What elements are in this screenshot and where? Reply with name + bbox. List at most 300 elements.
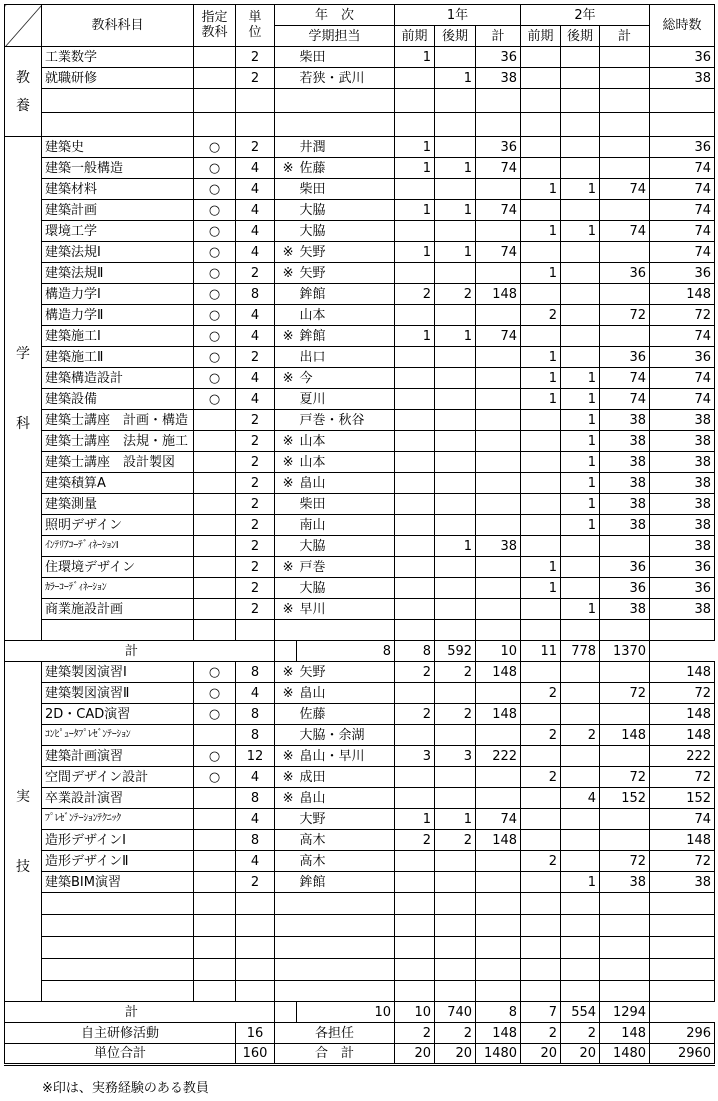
header-year1: 1年 <box>395 5 521 26</box>
y2-first <box>521 68 561 89</box>
teacher-cell: 高木 <box>297 830 395 851</box>
header-y1-second: 後期 <box>435 26 476 47</box>
y1-second <box>435 494 476 515</box>
blank-cell <box>476 981 521 1002</box>
y1-total: 74 <box>476 326 521 347</box>
designated-mark <box>194 473 236 494</box>
experience-mark: ※ <box>275 263 297 284</box>
y1-second <box>435 788 476 809</box>
y2-first: 1 <box>521 263 561 284</box>
y1-total <box>476 767 521 788</box>
blank-cell <box>42 959 194 981</box>
table-row <box>5 305 715 326</box>
y2-first <box>521 410 561 431</box>
y1-total: 74 <box>476 242 521 263</box>
units-cell: 4 <box>236 683 275 704</box>
y2-total: 36 <box>600 578 650 599</box>
units-cell: 2 <box>236 263 275 284</box>
y2-first: 1 <box>521 389 561 410</box>
y2-second: 1 <box>561 452 600 473</box>
designated-mark: ○ <box>194 389 236 410</box>
subject-cell: 照明デザイン <box>42 515 194 536</box>
designated-mark <box>194 809 236 830</box>
y2-second <box>561 347 600 368</box>
table-row <box>5 221 715 242</box>
grand-total-row <box>5 1044 715 1065</box>
blank-cell <box>435 915 476 937</box>
y1-first: 1 <box>395 809 435 830</box>
blank-cell <box>561 620 600 641</box>
subject-cell: 卒業設計演習 <box>42 788 194 809</box>
blank-cell <box>521 620 561 641</box>
y1-second: 1 <box>435 200 476 221</box>
designated-mark: ○ <box>194 158 236 179</box>
teacher-cell: 大脇 <box>297 200 395 221</box>
y1-second: 1 <box>435 326 476 347</box>
y1-second <box>435 221 476 242</box>
units-cell: 12 <box>236 746 275 767</box>
y1-second: 1 <box>435 158 476 179</box>
y1-second <box>435 410 476 431</box>
y2-total <box>600 746 650 767</box>
teacher-cell: 成田 <box>297 767 395 788</box>
y2-total <box>600 809 650 830</box>
y2-second <box>561 284 600 305</box>
designated-mark <box>194 599 236 620</box>
y1-first <box>395 410 435 431</box>
y1-total: 148 <box>476 704 521 725</box>
y1-first <box>395 536 435 557</box>
subtotal-y1a: 8 <box>297 641 395 662</box>
teacher-cell: 山本 <box>297 452 395 473</box>
subject-cell: 就職研修 <box>42 68 194 89</box>
teacher-cell: 若狭・武川 <box>297 68 395 89</box>
y2-second <box>561 305 600 326</box>
total-hours: 74 <box>650 200 715 221</box>
blank-cell <box>275 937 297 959</box>
y2-total: 72 <box>600 767 650 788</box>
experience-mark <box>275 851 297 872</box>
y2-first <box>521 47 561 68</box>
y2-total: 148 <box>600 725 650 746</box>
subtotal-row <box>5 641 715 662</box>
table-row <box>5 851 715 872</box>
y1-second <box>435 872 476 893</box>
y1-second <box>435 452 476 473</box>
y2-total <box>600 662 650 683</box>
self-study-row <box>5 1023 715 1044</box>
experience-mark <box>275 47 297 68</box>
table-row <box>5 263 715 284</box>
table-row <box>5 431 715 452</box>
teacher-cell: 大脇・余湖 <box>297 725 395 746</box>
header-y2-total: 計 <box>600 26 650 47</box>
teacher-cell: 井潤 <box>297 137 395 158</box>
units-cell: 4 <box>236 221 275 242</box>
y1-first: 2 <box>395 284 435 305</box>
teacher-cell: 南山 <box>297 515 395 536</box>
designated-mark <box>194 410 236 431</box>
y1-second <box>435 179 476 200</box>
units-cell: 2 <box>236 515 275 536</box>
teacher-cell: 高木 <box>297 851 395 872</box>
blank-cell <box>395 981 435 1002</box>
y1-second: 1 <box>435 809 476 830</box>
blank-row <box>5 89 715 113</box>
units-cell: 8 <box>236 830 275 851</box>
units-cell: 2 <box>236 578 275 599</box>
y1-first <box>395 179 435 200</box>
y2-first <box>521 431 561 452</box>
y2-second: 1 <box>561 431 600 452</box>
units-cell: 4 <box>236 809 275 830</box>
blank-cell <box>275 113 297 137</box>
y1-first <box>395 431 435 452</box>
designated-mark <box>194 830 236 851</box>
subject-cell: 構造力学Ⅰ <box>42 284 194 305</box>
y2-second: 1 <box>561 599 600 620</box>
y1-total <box>476 872 521 893</box>
y2-first: 2 <box>521 767 561 788</box>
units-cell: 2 <box>236 599 275 620</box>
table-row <box>5 389 715 410</box>
self-study-y2t: 148 <box>600 1023 650 1044</box>
total-hours: 38 <box>650 452 715 473</box>
y2-first <box>521 788 561 809</box>
y1-second <box>435 725 476 746</box>
designated-mark: ○ <box>194 221 236 242</box>
category-gakka <box>5 137 42 641</box>
blank-cell <box>521 113 561 137</box>
blank-cell <box>476 959 521 981</box>
y2-first: 1 <box>521 347 561 368</box>
y2-total <box>600 326 650 347</box>
designated-mark: ○ <box>194 263 236 284</box>
y2-first <box>521 536 561 557</box>
y2-second <box>561 662 600 683</box>
y1-total <box>476 452 521 473</box>
y2-total: 74 <box>600 179 650 200</box>
table-row <box>5 578 715 599</box>
blank-cell <box>476 113 521 137</box>
y2-first: 2 <box>521 683 561 704</box>
corner-cell <box>5 5 42 47</box>
y2-total <box>600 830 650 851</box>
experience-mark <box>275 137 297 158</box>
category-char: 学 <box>16 345 30 362</box>
y2-total: 38 <box>600 599 650 620</box>
blank-cell <box>42 113 194 137</box>
blank-cell <box>297 959 395 981</box>
total-hours: 72 <box>650 851 715 872</box>
subject-cell: ﾌﾟﾚｾﾞﾝﾃｰｼｮﾝﾃｸﾆｯｸ <box>42 809 194 830</box>
blank-cell <box>297 89 395 113</box>
blank-cell <box>435 113 476 137</box>
y1-second <box>435 767 476 788</box>
subject-cell: 造形デザインⅠ <box>42 830 194 851</box>
subject-cell: 建築構造設計 <box>42 368 194 389</box>
table-row <box>5 599 715 620</box>
subject-cell: 建築製図演習Ⅰ <box>42 662 194 683</box>
total-hours: 36 <box>650 347 715 368</box>
y2-first <box>521 704 561 725</box>
blank-cell <box>395 89 435 113</box>
blank-cell <box>297 113 395 137</box>
experience-mark: ※ <box>275 662 297 683</box>
header-designated: 指定 教科 <box>194 5 236 47</box>
blank-cell <box>600 620 650 641</box>
y1-second <box>435 47 476 68</box>
y1-total <box>476 578 521 599</box>
designated-mark: ○ <box>194 662 236 683</box>
subject-cell: 建築材料 <box>42 179 194 200</box>
blank-cell <box>476 915 521 937</box>
blank-cell <box>236 915 275 937</box>
y2-total <box>600 242 650 263</box>
y2-second <box>561 200 600 221</box>
teacher-cell: 畠山・早川 <box>297 746 395 767</box>
subject-cell: 建築士講座 法規・施工 <box>42 431 194 452</box>
experience-mark <box>275 284 297 305</box>
blank-cell <box>395 620 435 641</box>
subject-cell: 建築法規Ⅰ <box>42 242 194 263</box>
y2-second: 1 <box>561 473 600 494</box>
y1-total: 74 <box>476 809 521 830</box>
y1-first: 2 <box>395 704 435 725</box>
blank-cell <box>561 981 600 1002</box>
teacher-cell: 戸巻 <box>297 557 395 578</box>
designated-mark <box>194 872 236 893</box>
y1-first <box>395 389 435 410</box>
designated-mark <box>194 725 236 746</box>
y2-first <box>521 830 561 851</box>
y2-first: 2 <box>521 305 561 326</box>
y1-first <box>395 851 435 872</box>
blank-cell <box>236 937 275 959</box>
blank-cell <box>476 893 521 915</box>
y1-total <box>476 410 521 431</box>
y2-second <box>561 68 600 89</box>
teacher-cell: 畠山 <box>297 473 395 494</box>
table-row <box>5 158 715 179</box>
y1-first <box>395 515 435 536</box>
blank-cell <box>561 113 600 137</box>
self-study-hours: 296 <box>650 1023 715 1044</box>
blank-cell <box>194 620 236 641</box>
y2-second <box>561 242 600 263</box>
self-study-y1a: 2 <box>395 1023 435 1044</box>
subject-cell: 建築一般構造 <box>42 158 194 179</box>
experience-mark: ※ <box>275 767 297 788</box>
subtotal-y2t: 778 <box>561 641 600 662</box>
subtotal-blank <box>275 641 297 662</box>
y2-first: 1 <box>521 557 561 578</box>
total-hours: 36 <box>650 557 715 578</box>
units-cell: 4 <box>236 200 275 221</box>
total-hours: 72 <box>650 683 715 704</box>
subject-cell: 建築法規Ⅱ <box>42 263 194 284</box>
blank-cell <box>275 89 297 113</box>
blank-cell <box>42 89 194 113</box>
table-row <box>5 326 715 347</box>
subtotal-label: 計 <box>5 641 275 662</box>
blank-cell <box>561 915 600 937</box>
total-hours: 148 <box>650 284 715 305</box>
blank-cell <box>600 893 650 915</box>
subtotal-label: 計 <box>5 1002 275 1023</box>
units-cell: 8 <box>236 662 275 683</box>
total-hours: 38 <box>650 494 715 515</box>
units-cell: 2 <box>236 536 275 557</box>
designated-mark: ○ <box>194 326 236 347</box>
teacher-cell: 矢野 <box>297 242 395 263</box>
header-y1-first: 前期 <box>395 26 435 47</box>
y1-second: 1 <box>435 68 476 89</box>
units-cell: 4 <box>236 368 275 389</box>
designated-mark <box>194 47 236 68</box>
designated-mark: ○ <box>194 704 236 725</box>
total-hours: 38 <box>650 410 715 431</box>
total-hours: 148 <box>650 662 715 683</box>
designated-mark: ○ <box>194 746 236 767</box>
units-cell: 2 <box>236 68 275 89</box>
experience-mark <box>275 410 297 431</box>
experience-mark <box>275 704 297 725</box>
blank-cell <box>650 959 715 981</box>
table-row <box>5 368 715 389</box>
y2-second: 1 <box>561 410 600 431</box>
y1-total: 222 <box>476 746 521 767</box>
blank-cell <box>194 981 236 1002</box>
self-study-y2b: 2 <box>561 1023 600 1044</box>
y2-first: 1 <box>521 221 561 242</box>
y1-total <box>476 473 521 494</box>
total-hours: 36 <box>650 263 715 284</box>
experience-mark <box>275 725 297 746</box>
total-hours: 222 <box>650 746 715 767</box>
total-hours: 74 <box>650 179 715 200</box>
subject-cell: 建築BIM演習 <box>42 872 194 893</box>
subtotal-hours: 1294 <box>600 1002 650 1023</box>
y2-first <box>521 494 561 515</box>
table-row <box>5 872 715 893</box>
experience-mark: ※ <box>275 683 297 704</box>
grand-total-label: 単位合計 <box>5 1044 236 1065</box>
curriculum-table <box>4 4 715 1066</box>
teacher-cell: 大脇 <box>297 578 395 599</box>
designated-mark: ○ <box>194 305 236 326</box>
y2-second: 1 <box>561 221 600 242</box>
y1-first: 1 <box>395 47 435 68</box>
table-row <box>5 704 715 725</box>
y2-second <box>561 704 600 725</box>
y1-second <box>435 599 476 620</box>
teacher-cell: 戸巻・秋谷 <box>297 410 395 431</box>
table-row <box>5 725 715 746</box>
blank-cell <box>561 893 600 915</box>
blank-cell <box>275 620 297 641</box>
blank-cell <box>297 937 395 959</box>
table-row <box>5 284 715 305</box>
y2-first <box>521 326 561 347</box>
y2-first <box>521 200 561 221</box>
y1-total <box>476 431 521 452</box>
blank-cell <box>194 937 236 959</box>
designated-mark <box>194 431 236 452</box>
experience-mark <box>275 536 297 557</box>
experience-mark: ※ <box>275 557 297 578</box>
teacher-cell: 柴田 <box>297 494 395 515</box>
blank-cell <box>42 893 194 915</box>
y2-second <box>561 326 600 347</box>
teacher-cell: 佐藤 <box>297 158 395 179</box>
y2-first <box>521 599 561 620</box>
designated-mark: ○ <box>194 137 236 158</box>
y2-first <box>521 746 561 767</box>
y2-total: 72 <box>600 851 650 872</box>
total-hours: 38 <box>650 599 715 620</box>
y1-first <box>395 368 435 389</box>
blank-cell <box>42 620 194 641</box>
teacher-cell: 鉾館 <box>297 284 395 305</box>
grand-total-units: 160 <box>236 1044 275 1065</box>
designated-mark: ○ <box>194 200 236 221</box>
y1-second: 3 <box>435 746 476 767</box>
grand-total-y2t: 1480 <box>600 1044 650 1065</box>
total-hours: 148 <box>650 704 715 725</box>
y1-second <box>435 578 476 599</box>
teacher-cell: 鉾館 <box>297 326 395 347</box>
units-cell: 8 <box>236 704 275 725</box>
subject-cell: 建築設備 <box>42 389 194 410</box>
y1-second: 2 <box>435 662 476 683</box>
y2-second <box>561 263 600 284</box>
designated-mark <box>194 578 236 599</box>
blank-cell <box>521 937 561 959</box>
y2-total: 74 <box>600 389 650 410</box>
y1-total <box>476 725 521 746</box>
self-study-y1t: 148 <box>476 1023 521 1044</box>
blank-cell <box>236 981 275 1002</box>
table-row <box>5 179 715 200</box>
y2-total: 38 <box>600 494 650 515</box>
y2-second <box>561 578 600 599</box>
blank-cell <box>194 915 236 937</box>
blank-cell <box>650 620 715 641</box>
y2-total <box>600 704 650 725</box>
table-row <box>5 410 715 431</box>
subtotal-y2b: 7 <box>521 1002 561 1023</box>
subject-cell: 建築計画演習 <box>42 746 194 767</box>
self-study-y1b: 2 <box>435 1023 476 1044</box>
blank-cell <box>297 915 395 937</box>
blank-cell <box>600 937 650 959</box>
y2-second <box>561 47 600 68</box>
total-hours: 148 <box>650 725 715 746</box>
y1-first <box>395 305 435 326</box>
total-hours: 72 <box>650 305 715 326</box>
grand-total-y1b: 20 <box>435 1044 476 1065</box>
experience-mark <box>275 872 297 893</box>
designated-mark <box>194 515 236 536</box>
blank-cell <box>275 893 297 915</box>
subtotal-y1t: 592 <box>435 641 476 662</box>
y1-total: 148 <box>476 830 521 851</box>
table-row <box>5 473 715 494</box>
subject-cell: 建築史 <box>42 137 194 158</box>
blank-cell <box>275 981 297 1002</box>
blank-cell <box>435 937 476 959</box>
